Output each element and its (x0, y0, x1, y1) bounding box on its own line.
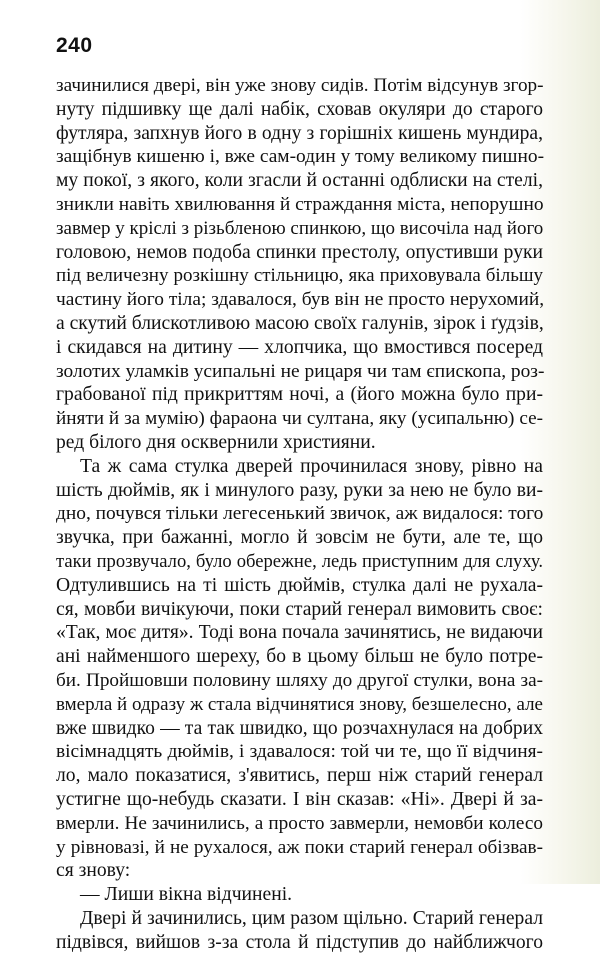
text-line: ані найменшого шереху, бо в цьому більш не було потре- (56, 646, 543, 668)
text-line: Одтулившись на ті шість дюймів, стулка далі не рухала- (56, 574, 543, 596)
text-line: ред білого дня осквернили християни. (56, 431, 376, 453)
text-line: устигне що-небудь сказати. І він сказав: «Ні». Двері й за- (56, 788, 543, 810)
text-line: шість дюймів, як і минулого разу, руки за нею не було ви- (56, 479, 543, 501)
text-line: підвівся, вийшов з-за стола й підступив до найближчого (56, 931, 543, 953)
text-line: під величезну розкішну стільницю, яка приховувала більшу (56, 265, 543, 287)
text-line: вісімнадцять дюймів, і здавалося: той чи те, що її відчиня- (56, 741, 543, 763)
text-line: частину його тіла; здавалося, був він не просто нерухомий, (56, 289, 545, 311)
text-line: ся знову: (56, 860, 131, 882)
text-line: вмерли. Не зачинились, а просто завмерли, немовби колесо (56, 812, 543, 834)
text-line: таки прозвучало, було обережне, ледь приступним для слуху. (56, 550, 543, 572)
text-line: ся, мовби вичікуючи, поки старий генерал вимовить своє: (56, 598, 543, 620)
text-line: нуту підшивку ще далі набік, сховав окуляри до старого (56, 98, 543, 120)
text-line: му покої, з якого, коли згасли й останні одблиски на стелі, (56, 170, 543, 192)
text-line: Двері й зачинились, цим разом щільно. Старий генерал (80, 907, 543, 929)
text-line: звучка, при бажанні, могло й зовсім не бути, але те, що (56, 527, 543, 549)
text-line: «Так, моє дитя». Тоді вона почала зачинятись, не видаючи (56, 622, 543, 644)
text-line: ло, мало показатися, з'явитись, перш ніж старий генерал (56, 765, 543, 787)
text-line: зачинилися двері, він уже знову сидів. Потім відсунув згор- (56, 75, 544, 96)
text-line: Та ж сама стулка дверей прочинилася знову, рівно на (80, 455, 543, 477)
text-line: би. Пройшовши половину шляху до другої стулки, вона за- (56, 669, 543, 691)
text-line: грабованої під прикриттям ночі, а (його можна було при- (56, 384, 543, 406)
text-line: дно, почувся тільки легесенький звичок, аж видалося: того (56, 503, 544, 525)
text-line: а скутий блискотливою масою своїх галунів, зірок і ґудзів, (56, 312, 544, 334)
body-text (56, 74, 543, 954)
text-line: завмер у кріслі з різьбленою спинкою, що височіла над його (56, 217, 544, 239)
text-line: золотих уламків усипальні не рицаря чи там єпископа, роз- (56, 360, 545, 382)
text-line: вмерла й одразу ж стала відчинятися знову, безшелесно, але (56, 693, 543, 715)
text-line: зникли навіть хвилювання й страждання міста, непорушно (56, 193, 544, 215)
text-line: — Лиши вікна відчинені. (80, 884, 293, 906)
text-line: защібнув кишеню і, вже сам-один у тому великому пишно- (56, 146, 545, 168)
text-line: футляра, запхнув його в одну з горішніх кишень мундира, (56, 122, 543, 144)
text-line: і скидався на дитину — хлопчика, що вмостився посеред (56, 336, 543, 358)
text-line: у рівновазі, й не рухалося, аж поки старий генерал обізвав- (56, 836, 543, 858)
text-line: йняти й за мумію) фараона чи султана, яку (усипальню) се- (56, 408, 543, 430)
text-line: вже швидко — та так швидко, що розчахнулася на добрих (56, 717, 543, 739)
text-line: головою, немов подоба спинки престолу, опустивши руки (56, 241, 543, 263)
page-number: 240 (56, 34, 93, 57)
